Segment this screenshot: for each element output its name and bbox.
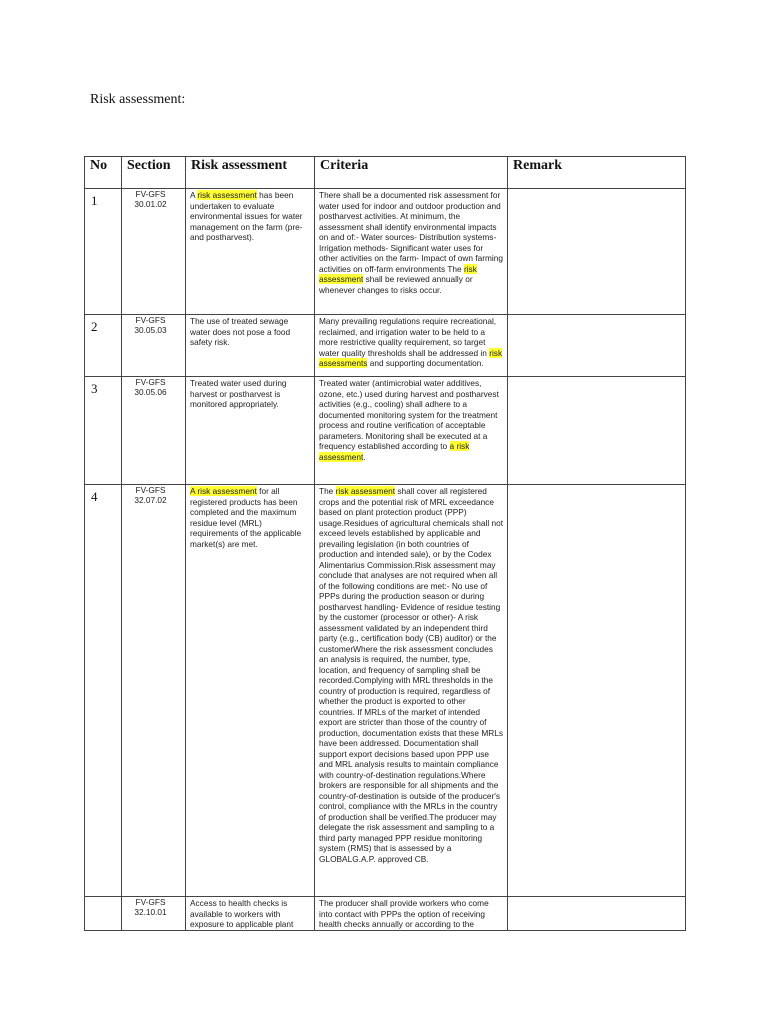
header-risk-assessment: Risk assessment (186, 157, 315, 189)
table-row (85, 189, 686, 315)
row-remark (508, 485, 686, 897)
row-section (122, 897, 186, 931)
highlighted-text: risk assessment (197, 190, 257, 200)
row-number: 3 (85, 377, 122, 485)
row-section (122, 189, 186, 315)
section-code-line: 30.01.02 (134, 199, 167, 209)
table-row (85, 485, 686, 897)
header-no: No (85, 157, 122, 189)
highlighted-text: risk assessment (335, 486, 396, 496)
section-code-line: FV-GFS (135, 315, 166, 325)
section-code-line: 32.07.02 (134, 495, 167, 505)
row-remark (508, 377, 686, 485)
header-remark: Remark (508, 157, 686, 189)
cell-text: and supporting documentation. (367, 358, 484, 368)
section-code-line: FV-GFS (135, 485, 166, 495)
row-section (122, 315, 186, 377)
highlighted-text: risk assessment (319, 263, 477, 284)
cell-text: Treated water used during harvest or postharvest is monitored appropriately. (190, 378, 287, 409)
row-risk-assessment (186, 485, 315, 897)
page-title: Risk assessment: (90, 92, 186, 107)
highlighted-text: a risk assessment (319, 441, 470, 462)
row-section (122, 485, 186, 897)
row-criteria (315, 485, 508, 897)
row-number: 2 (85, 315, 122, 377)
section-code-line: FV-GFS (135, 189, 166, 199)
highlighted-text: risk assessments (319, 347, 503, 368)
cell-text: shall be reviewed annually or whenever changes to risks occur. (319, 274, 473, 295)
section-code-line: 30.05.06 (134, 387, 167, 397)
cell-text: The (319, 486, 336, 496)
cell-text: . (363, 451, 366, 462)
highlighted-text: A risk assessment (190, 486, 257, 496)
cell-text: Treated water (antimicrobial water additives, ozone, etc.) used during harvest and postharvest activities (e.g., cooling) shall adhere to a documented monitoring system for the treatment process and routine verification of acceptable parameters. Monitoring shall be executed at a frequency established according to (319, 378, 499, 451)
row-number: 4 (85, 485, 122, 897)
row-criteria (315, 377, 508, 485)
row-section (122, 377, 186, 485)
row-number (85, 897, 122, 931)
cell-text: Access to health checks is available to workers with exposure to applicable plant (190, 898, 294, 929)
cell-text: has been undertaken to evaluate environmental issues for water management on the farm (pre- and postharvest). (190, 190, 303, 242)
row-remark (508, 189, 686, 315)
row-criteria (315, 315, 508, 377)
row-remark (508, 897, 686, 931)
cell-text: Many prevailing regulations require recreational, reclaimed, and irrigation water to be held to a more restrictive quality requirement, so target water quality thresholds shall be addressed in (319, 316, 497, 358)
section-code-line: 32.10.01 (134, 907, 167, 917)
row-number: 1 (85, 189, 122, 315)
table-row (85, 377, 686, 485)
cell-text: for all registered products has been completed and the maximum residue level (MRL) requirements of the applicable market(s) are met. (190, 486, 302, 549)
row-remark (508, 315, 686, 377)
cell-text: There shall be a documented risk assessment for water used for indoor and outdoor production and postharvest activities. At minimum, the assessment shall identify environmental impacts on and of:- Water sources- Distribution systems- Irrigation methods- Significant water uses for other activities on the farm- Impact of own farming activities on off-farm environments The (319, 190, 503, 274)
row-criteria (315, 897, 508, 931)
table-header-row (85, 157, 686, 189)
cell-text: The producer shall provide workers who come into contact with PPPs the option of receiving health checks annually or according to the (319, 898, 489, 929)
row-risk-assessment (186, 315, 315, 377)
risk-assessment-table (84, 156, 686, 931)
cell-text: A (190, 190, 198, 200)
section-code-line: FV-GFS (135, 897, 166, 907)
cell-text: shall cover all registered crops and the potential risk of MRL exceedance based on plant protection product (PPP) usage.Residues of agricultural chemicals shall not exceed levels established by applicable and prevailing legislation (in both countries of production and intended sale), or by the Codex Alimentarius Commission.Risk assessment may conclude that analyses are not required when all of the following conditions are met:- No use of PPPs during the production season or during postharvest handling- Evidence of residue testing by the customer (processor or other)- A risk assessment validated by an independent third party (e.g., certification body (CB) auditor) or the customerWhere the risk assessment concludes an analysis is required, the number, type, location, and frequency of sampling shall be recorded.Complying with MRL thresholds in the country of production is required, regardless of whether the product is exported to other countries. If MRLs of the market of intended export are stricter than those of the country of production, documentation exists that these MRLs have been addressed. Documentation shall support export decisions based upon PPP use and MRL analysis results to maintain compliance with country-of-destination regulations.Where brokers are responsible for all shipments and the country-of-destination is outside of the producer's control, compliance with the MRLs in the country of production shall be verified.The producer may delegate the risk assessment and sampling to a third party managed PPP residue monitoring system (RMS) that is assessed by a GLOBALG.A.P. approved CB. (319, 486, 504, 864)
section-code-line: 30.05.03 (134, 325, 167, 335)
row-risk-assessment (186, 897, 315, 931)
row-criteria (315, 189, 508, 315)
table-row (85, 897, 686, 931)
cell-text: The use of treated sewage water does not pose a food safety risk. (190, 316, 291, 347)
section-code-line: FV-GFS (135, 377, 166, 387)
row-risk-assessment (186, 189, 315, 315)
row-risk-assessment (186, 377, 315, 485)
table-row (85, 315, 686, 377)
header-criteria: Criteria (315, 157, 508, 189)
header-section: Section (122, 157, 186, 189)
